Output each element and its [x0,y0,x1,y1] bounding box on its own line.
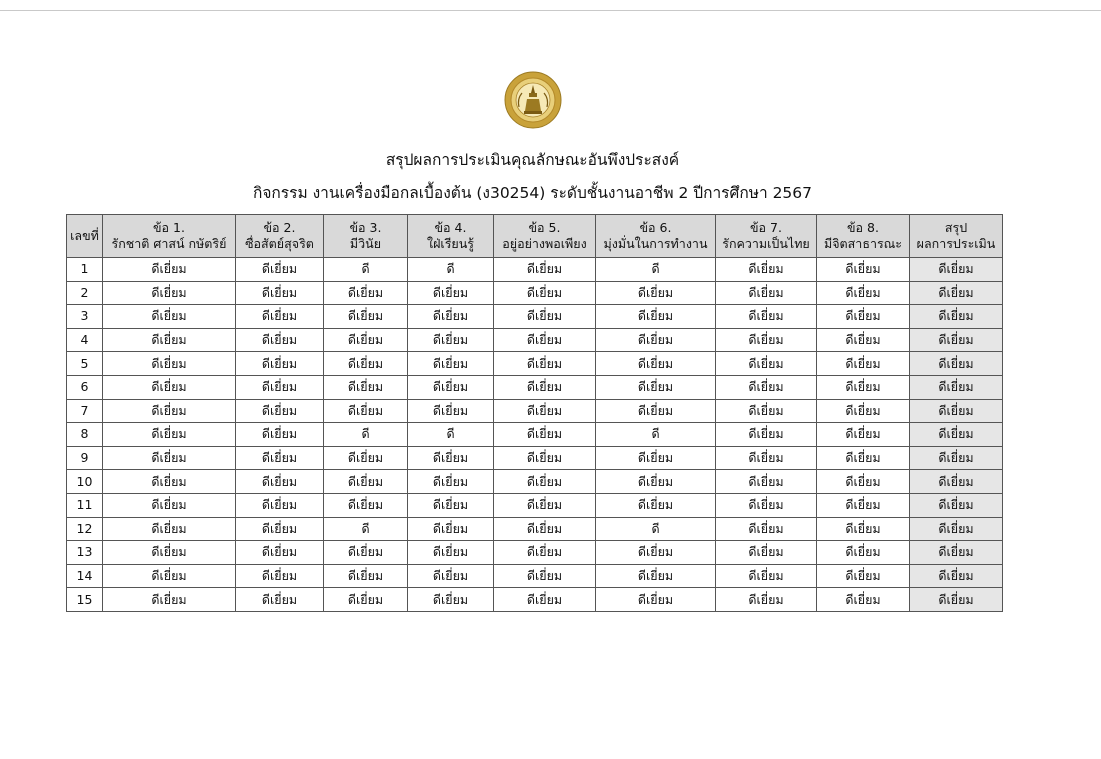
item-3-result-cell: ดีเยี่ยม [324,375,408,399]
item-4-result-cell: ดีเยี่ยม [408,470,494,494]
item-3-result-cell: ดีเยี่ยม [324,470,408,494]
summary-result-cell: ดีเยี่ยม [910,258,1003,282]
item-8-result-cell: ดีเยี่ยม [817,470,910,494]
item-5-result-cell: ดีเยี่ยม [494,328,596,352]
item-4-result-cell: ดีเยี่ยม [408,352,494,376]
table-row [67,399,1003,423]
item-4-result-cell: ดีเยี่ยม [408,517,494,541]
item-1-result-cell: ดีเยี่ยม [103,352,236,376]
item-7-result-cell: ดีเยี่ยม [716,470,817,494]
item-6-result-cell: ดีเยี่ยม [596,564,716,588]
table-row [67,258,1003,282]
item-8-result-cell: ดีเยี่ยม [817,399,910,423]
item-5-result-cell: ดีเยี่ยม [494,258,596,282]
summary-result-cell: ดีเยี่ยม [910,588,1003,612]
item-3-result-cell: ดี [324,258,408,282]
item-1-result-cell: ดีเยี่ยม [103,375,236,399]
item-6-result-cell: ดีเยี่ยม [596,399,716,423]
header-item-2: ข้อ 2. ซื่อสัตย์สุจริต [236,215,324,258]
header-item-3: ข้อ 3. มีวินัย [324,215,408,258]
student-no-cell: 6 [67,375,103,399]
item-1-result-cell: ดีเยี่ยม [103,399,236,423]
item-2-result-cell: ดีเยี่ยม [236,470,324,494]
item-1-result-cell: ดีเยี่ยม [103,517,236,541]
header-item-1: ข้อ 1. รักชาติ ศาสน์ กษัตริย์ [103,215,236,258]
report-subtitle: กิจกรรม งานเครื่องมือกลเบื้องต้น (ง30254) ระดับชั้นงานอาชีพ 2 ปีการศึกษา 2567 [252,184,813,202]
header-summary: สรุป ผลการประเมิน [910,215,1003,258]
table-row [67,541,1003,565]
summary-result-cell: ดีเยี่ยม [910,541,1003,565]
header-item-7: ข้อ 7. รักความเป็นไทย [716,215,817,258]
item-8-result-cell: ดีเยี่ยม [817,281,910,305]
summary-result-cell: ดีเยี่ยม [910,446,1003,470]
item-8-result-cell: ดีเยี่ยม [817,588,910,612]
item-7-result-cell: ดีเยี่ยม [716,305,817,329]
table-row [67,352,1003,376]
item-5-result-cell: ดีเยี่ยม [494,281,596,305]
item-4-result-cell: ดี [408,423,494,447]
item-5-result-cell: ดีเยี่ยม [494,305,596,329]
summary-result-cell: ดีเยี่ยม [910,493,1003,517]
summary-result-cell: ดีเยี่ยม [910,352,1003,376]
item-4-result-cell: ดีเยี่ยม [408,588,494,612]
student-no-cell: 5 [67,352,103,376]
summary-result-cell: ดีเยี่ยม [910,281,1003,305]
item-5-result-cell: ดีเยี่ยม [494,375,596,399]
table-row [67,446,1003,470]
item-7-result-cell: ดีเยี่ยม [716,588,817,612]
item-2-result-cell: ดีเยี่ยม [236,375,324,399]
table-header-row [67,215,1003,258]
student-no-cell: 3 [67,305,103,329]
item-4-result-cell: ดี [408,258,494,282]
student-no-cell: 4 [67,328,103,352]
item-2-result-cell: ดีเยี่ยม [236,517,324,541]
table-body [67,258,1003,612]
item-4-result-cell: ดีเยี่ยม [408,305,494,329]
item-4-result-cell: ดีเยี่ยม [408,399,494,423]
item-5-result-cell: ดีเยี่ยม [494,470,596,494]
item-6-result-cell: ดี [596,517,716,541]
student-no-cell: 15 [67,588,103,612]
table-row [67,328,1003,352]
item-7-result-cell: ดีเยี่ยม [716,281,817,305]
item-7-result-cell: ดีเยี่ยม [716,493,817,517]
item-6-result-cell: ดีเยี่ยม [596,446,716,470]
item-1-result-cell: ดีเยี่ยม [103,305,236,329]
item-7-result-cell: ดีเยี่ยม [716,375,817,399]
item-8-result-cell: ดีเยี่ยม [817,258,910,282]
item-3-result-cell: ดีเยี่ยม [324,305,408,329]
item-5-result-cell: ดีเยี่ยม [494,399,596,423]
table-row [67,493,1003,517]
header-item-4: ข้อ 4. ใฝ่เรียนรู้ [408,215,494,258]
item-8-result-cell: ดีเยี่ยม [817,375,910,399]
item-5-result-cell: ดีเยี่ยม [494,423,596,447]
item-4-result-cell: ดีเยี่ยม [408,375,494,399]
item-7-result-cell: ดีเยี่ยม [716,328,817,352]
item-7-result-cell: ดีเยี่ยม [716,258,817,282]
student-no-cell: 8 [67,423,103,447]
item-3-result-cell: ดีเยี่ยม [324,541,408,565]
item-3-result-cell: ดีเยี่ยม [324,399,408,423]
item-5-result-cell: ดีเยี่ยม [494,588,596,612]
item-1-result-cell: ดีเยี่ยม [103,328,236,352]
item-7-result-cell: ดีเยี่ยม [716,352,817,376]
student-no-cell: 9 [67,446,103,470]
item-3-result-cell: ดีเยี่ยม [324,446,408,470]
item-8-result-cell: ดีเยี่ยม [817,305,910,329]
item-4-result-cell: ดีเยี่ยม [408,281,494,305]
item-8-result-cell: ดีเยี่ยม [817,352,910,376]
item-7-result-cell: ดีเยี่ยม [716,564,817,588]
summary-result-cell: ดีเยี่ยม [910,470,1003,494]
table-row [67,470,1003,494]
summary-result-cell: ดีเยี่ยม [910,517,1003,541]
item-3-result-cell: ดีเยี่ยม [324,328,408,352]
header-item-5: ข้อ 5. อยู่อย่างพอเพียง [494,215,596,258]
item-3-result-cell: ดีเยี่ยม [324,281,408,305]
table-row [67,305,1003,329]
item-2-result-cell: ดีเยี่ยม [236,352,324,376]
item-8-result-cell: ดีเยี่ยม [817,541,910,565]
summary-result-cell: ดีเยี่ยม [910,328,1003,352]
student-no-cell: 13 [67,541,103,565]
item-8-result-cell: ดีเยี่ยม [817,564,910,588]
item-5-result-cell: ดีเยี่ยม [494,564,596,588]
item-1-result-cell: ดีเยี่ยม [103,541,236,565]
item-2-result-cell: ดีเยี่ยม [236,588,324,612]
item-6-result-cell: ดีเยี่ยม [596,305,716,329]
header-item-6: ข้อ 6. มุ่งมั่นในการทำงาน [596,215,716,258]
item-7-result-cell: ดีเยี่ยม [716,517,817,541]
item-1-result-cell: ดีเยี่ยม [103,258,236,282]
report-title: สรุปผลการประเมินคุณลักษณะอันพึงประสงค์ [385,151,680,169]
item-6-result-cell: ดีเยี่ยม [596,375,716,399]
item-4-result-cell: ดีเยี่ยม [408,541,494,565]
item-1-result-cell: ดีเยี่ยม [103,564,236,588]
summary-result-cell: ดีเยี่ยม [910,305,1003,329]
item-8-result-cell: ดีเยี่ยม [817,328,910,352]
header-student-no: เลขที่ [67,215,103,258]
item-4-result-cell: ดีเยี่ยม [408,446,494,470]
item-3-result-cell: ดีเยี่ยม [324,588,408,612]
item-6-result-cell: ดีเยี่ยม [596,328,716,352]
item-6-result-cell: ดีเยี่ยม [596,541,716,565]
table-row [67,423,1003,447]
table-row [67,375,1003,399]
item-7-result-cell: ดีเยี่ยม [716,423,817,447]
item-6-result-cell: ดีเยี่ยม [596,493,716,517]
item-2-result-cell: ดีเยี่ยม [236,399,324,423]
summary-result-cell: ดีเยี่ยม [910,423,1003,447]
item-3-result-cell: ดีเยี่ยม [324,352,408,376]
item-6-result-cell: ดี [596,258,716,282]
student-no-cell: 11 [67,493,103,517]
student-no-cell: 14 [67,564,103,588]
item-2-result-cell: ดีเยี่ยม [236,564,324,588]
item-7-result-cell: ดีเยี่ยม [716,399,817,423]
item-1-result-cell: ดีเยี่ยม [103,446,236,470]
item-2-result-cell: ดีเยี่ยม [236,305,324,329]
item-5-result-cell: ดีเยี่ยม [494,352,596,376]
item-5-result-cell: ดีเยี่ยม [494,493,596,517]
item-4-result-cell: ดีเยี่ยม [408,328,494,352]
student-no-cell: 12 [67,517,103,541]
item-7-result-cell: ดีเยี่ยม [716,446,817,470]
assessment-table [66,214,1003,612]
item-8-result-cell: ดีเยี่ยม [817,446,910,470]
item-6-result-cell: ดีเยี่ยม [596,470,716,494]
item-3-result-cell: ดีเยี่ยม [324,493,408,517]
header-item-8: ข้อ 8. มีจิตสาธารณะ [817,215,910,258]
table-row [67,517,1003,541]
item-1-result-cell: ดีเยี่ยม [103,281,236,305]
item-8-result-cell: ดีเยี่ยม [817,517,910,541]
viewer-top-border [0,0,1101,11]
table-row [67,281,1003,305]
item-3-result-cell: ดี [324,517,408,541]
item-3-result-cell: ดี [324,423,408,447]
item-6-result-cell: ดีเยี่ยม [596,281,716,305]
item-1-result-cell: ดีเยี่ยม [103,493,236,517]
item-5-result-cell: ดีเยี่ยม [494,446,596,470]
item-8-result-cell: ดีเยี่ยม [817,423,910,447]
item-7-result-cell: ดีเยี่ยม [716,541,817,565]
item-5-result-cell: ดีเยี่ยม [494,541,596,565]
item-1-result-cell: ดีเยี่ยม [103,588,236,612]
item-6-result-cell: ดีเยี่ยม [596,588,716,612]
student-no-cell: 2 [67,281,103,305]
item-2-result-cell: ดีเยี่ยม [236,446,324,470]
item-2-result-cell: ดีเยี่ยม [236,493,324,517]
summary-result-cell: ดีเยี่ยม [910,399,1003,423]
item-6-result-cell: ดี [596,423,716,447]
item-4-result-cell: ดีเยี่ยม [408,564,494,588]
summary-result-cell: ดีเยี่ยม [910,564,1003,588]
student-no-cell: 1 [67,258,103,282]
item-1-result-cell: ดีเยี่ยม [103,423,236,447]
item-4-result-cell: ดีเยี่ยม [408,493,494,517]
item-3-result-cell: ดีเยี่ยม [324,564,408,588]
summary-result-cell: ดีเยี่ยม [910,375,1003,399]
item-2-result-cell: ดีเยี่ยม [236,423,324,447]
student-no-cell: 10 [67,470,103,494]
item-6-result-cell: ดีเยี่ยม [596,352,716,376]
item-5-result-cell: ดีเยี่ยม [494,517,596,541]
item-2-result-cell: ดีเยี่ยม [236,541,324,565]
student-no-cell: 7 [67,399,103,423]
item-2-result-cell: ดีเยี่ยม [236,258,324,282]
item-2-result-cell: ดีเยี่ยม [236,281,324,305]
item-1-result-cell: ดีเยี่ยม [103,470,236,494]
table-row [67,564,1003,588]
item-2-result-cell: ดีเยี่ยม [236,328,324,352]
emblem-icon [504,71,562,129]
item-8-result-cell: ดีเยี่ยม [817,493,910,517]
table-row [67,588,1003,612]
